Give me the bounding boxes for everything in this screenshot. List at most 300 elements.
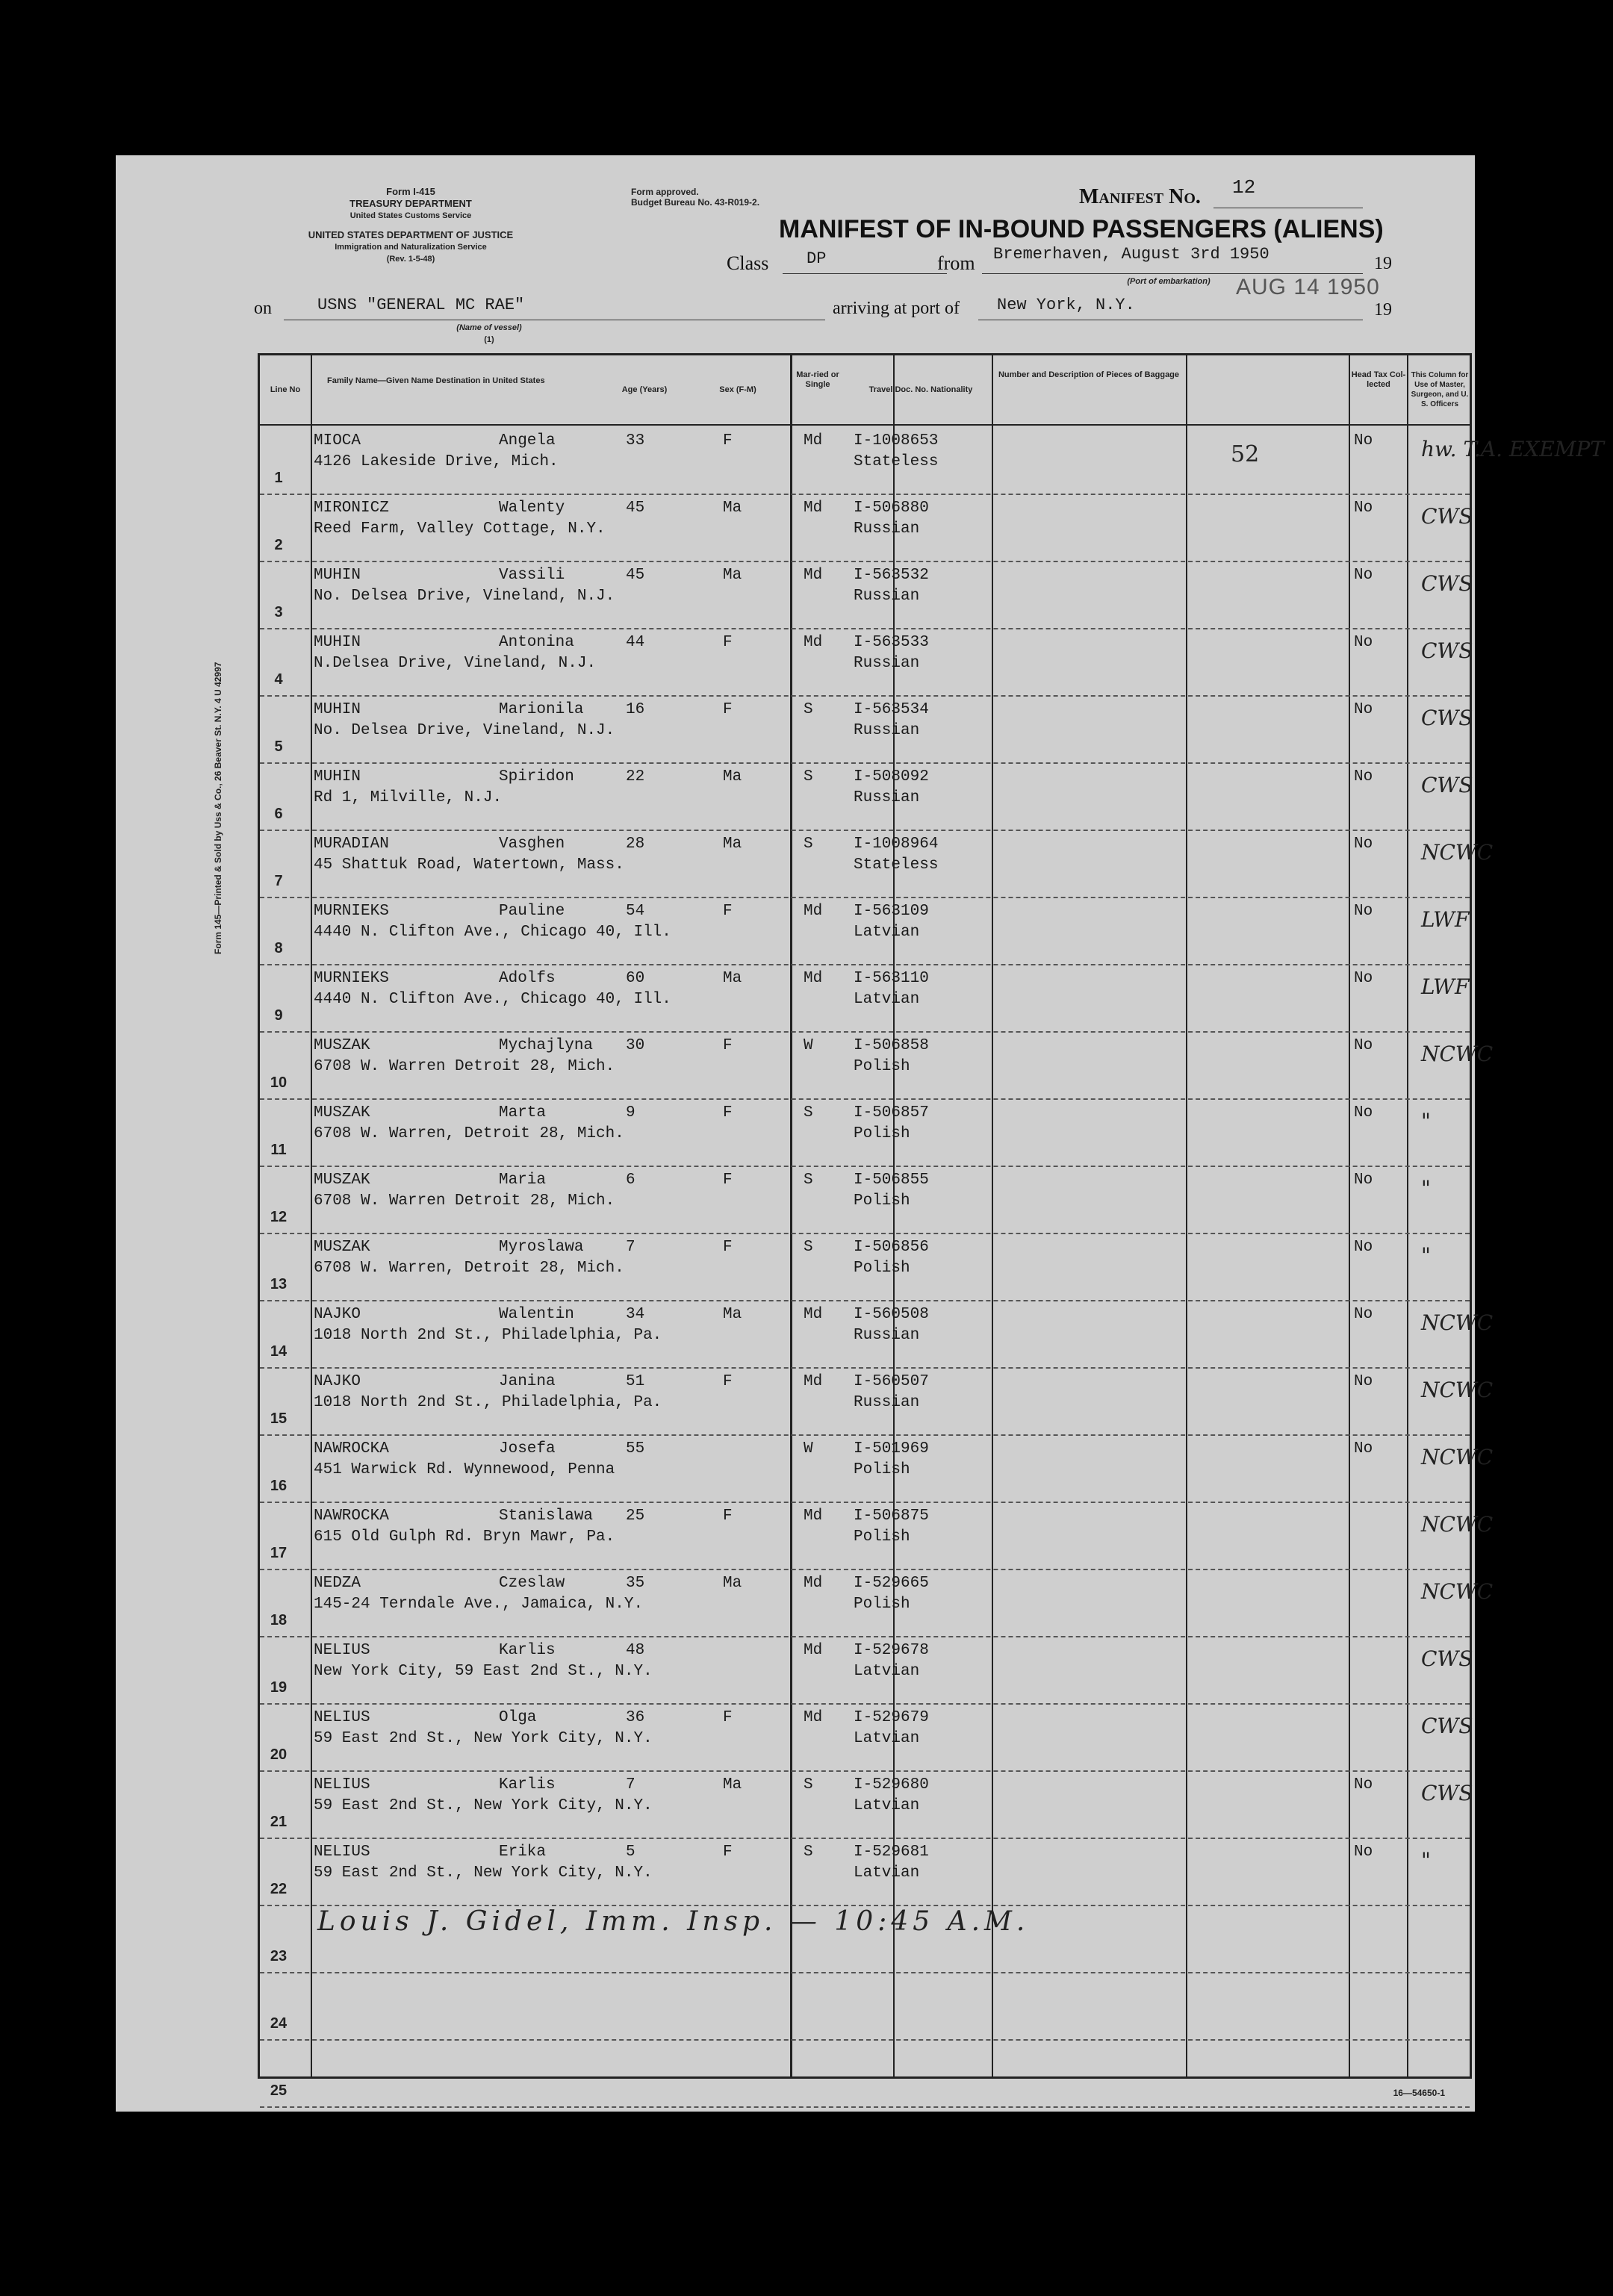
line-number: 2 xyxy=(274,537,283,553)
marital-status: S xyxy=(804,1776,813,1793)
family-name: MUSZAK xyxy=(314,1104,370,1121)
nationality: Polish xyxy=(854,1058,910,1075)
marital-status: S xyxy=(804,1844,813,1861)
destination: 45 Shattuk Road, Watertown, Mass. xyxy=(314,856,624,874)
table-row-empty xyxy=(260,2039,1470,2108)
marital-status: Md xyxy=(804,500,823,517)
col-married: Mar-ried or Single xyxy=(796,370,839,389)
family-name: MUHIN xyxy=(314,768,361,785)
given-name: Walentin xyxy=(499,1306,574,1323)
head-tax: No xyxy=(1354,1104,1373,1121)
officer-note: NCWC xyxy=(1421,1378,1494,1402)
line-number: 1 xyxy=(274,470,283,486)
officer-note: CWS xyxy=(1421,504,1473,529)
table-row xyxy=(260,1636,1473,1705)
officer-note: CWS xyxy=(1421,571,1473,596)
line-number: 16 xyxy=(270,1478,288,1494)
sex: Ma xyxy=(723,768,742,785)
sex: F xyxy=(723,903,733,920)
marital-status: S xyxy=(804,1104,813,1121)
travel-doc-no: I-506858 xyxy=(854,1037,929,1054)
family-name: MIRONICZ xyxy=(314,500,389,517)
travel-doc-no: I-506875 xyxy=(854,1508,929,1525)
year-suffix-2: 19 xyxy=(1374,300,1392,320)
nationality: Polish xyxy=(854,1461,910,1478)
marital-status: S xyxy=(804,1239,813,1256)
line-number: 25 xyxy=(270,2082,288,2099)
line-number: 24 xyxy=(270,2015,288,2032)
line-number: 13 xyxy=(270,1276,288,1292)
travel-doc-no: I-506856 xyxy=(854,1239,929,1256)
justice-dept: UNITED STATES DEPARTMENT OF JUSTICE xyxy=(308,229,514,240)
marital-status: W xyxy=(804,1440,813,1457)
officer-note: CWS xyxy=(1421,1646,1473,1671)
sex: F xyxy=(723,1373,733,1390)
marital-status: S xyxy=(804,836,813,853)
table-row xyxy=(260,1569,1494,1637)
given-name: Czeslaw xyxy=(499,1575,565,1592)
class-value: DP xyxy=(806,249,827,268)
given-name: Karlis xyxy=(499,1642,556,1659)
line-number: 4 xyxy=(274,671,283,688)
col-officers: This Column for Use of Master, Surgeon, and U. S. Officers xyxy=(1411,371,1469,408)
family-name: MUHIN xyxy=(314,567,361,584)
marital-status: Md xyxy=(804,567,823,584)
line-number: 15 xyxy=(270,1410,288,1427)
from-label: from xyxy=(937,252,975,274)
table-row xyxy=(260,1502,1494,1570)
travel-doc-no: I-529679 xyxy=(854,1709,929,1726)
on-label: on xyxy=(254,299,272,318)
table-row xyxy=(260,1166,1470,1234)
family-name: MUHIN xyxy=(314,634,361,651)
head-tax: No xyxy=(1354,634,1373,651)
col-travel-doc: Travel Doc. No. Nationality xyxy=(868,385,973,394)
nationality: Polish xyxy=(854,1125,910,1142)
family-name: MURNIEKS xyxy=(314,970,389,987)
destination: 4126 Lakeside Drive, Mich. xyxy=(314,453,559,470)
nationality: Stateless xyxy=(854,856,939,874)
marital-status: Md xyxy=(804,1642,823,1659)
family-name: MURADIAN xyxy=(314,836,389,853)
age: 5 xyxy=(626,1844,635,1861)
col-line-no: Line No xyxy=(270,385,301,394)
nationality: Latvian xyxy=(854,1663,920,1680)
family-name: NEDZA xyxy=(314,1575,361,1592)
age: 7 xyxy=(626,1776,635,1793)
head-tax: No xyxy=(1354,701,1373,718)
destination: 4440 N. Clifton Ave., Chicago 40, Ill. xyxy=(314,991,671,1008)
budget-bureau: Budget Bureau No. 43-R019-2. xyxy=(631,197,760,208)
head-tax: No xyxy=(1354,432,1373,449)
age: 28 xyxy=(626,836,645,853)
head-tax: No xyxy=(1354,1037,1373,1054)
head-tax: No xyxy=(1354,768,1373,785)
nationality: Russian xyxy=(854,588,920,605)
travel-doc-no: I-506855 xyxy=(854,1172,929,1189)
nationality: Latvian xyxy=(854,1730,920,1747)
line-number: 19 xyxy=(270,1679,288,1696)
officer-note: CWS xyxy=(1421,706,1473,730)
given-name: Vasghen xyxy=(499,836,565,853)
given-name: Olga xyxy=(499,1709,537,1726)
nationality: Russian xyxy=(854,1394,920,1411)
given-name: Josefa xyxy=(499,1440,556,1457)
manifest-sheet xyxy=(116,155,1604,2112)
page-title: MANIFEST OF IN-BOUND PASSENGERS (ALIENS) xyxy=(779,215,1384,243)
nationality: Latvian xyxy=(854,924,920,941)
marital-status: Md xyxy=(804,1709,823,1726)
marital-status: Md xyxy=(804,970,823,987)
travel-doc-no: I-563110 xyxy=(854,970,929,987)
given-name: Vassili xyxy=(499,567,565,584)
customs-service: United States Customs Service xyxy=(349,211,472,220)
sex: Ma xyxy=(723,970,742,987)
sex: F xyxy=(723,1239,733,1256)
family-name: MIOCA xyxy=(314,432,361,449)
marital-status: Md xyxy=(804,1373,823,1390)
destination: 615 Old Gulph Rd. Bryn Mawr, Pa. xyxy=(314,1528,615,1546)
ins-service: Immigration and Naturalization Service xyxy=(335,243,487,252)
col-baggage: Number and Description of Pieces of Baggage xyxy=(998,370,1180,379)
form-approved: Form approved. xyxy=(631,187,699,197)
marital-status: W xyxy=(804,1037,813,1054)
family-name: MURNIEKS xyxy=(314,903,389,920)
nationality: Russian xyxy=(854,520,920,538)
nationality: Polish xyxy=(854,1260,910,1277)
age: 45 xyxy=(626,567,645,584)
destination: 145-24 Terndale Ave., Jamaica, N.Y. xyxy=(314,1596,644,1613)
marital-status: Md xyxy=(804,1508,823,1525)
officer-note: NCWC xyxy=(1421,1579,1494,1604)
sex: Ma xyxy=(723,567,742,584)
travel-doc-no: I-529681 xyxy=(854,1844,929,1861)
table-row xyxy=(260,762,1473,831)
officer-note: " xyxy=(1421,1848,1431,1873)
destination: No. Delsea Drive, Vineland, N.J. xyxy=(314,722,615,739)
age: 55 xyxy=(626,1440,645,1457)
table-row xyxy=(260,494,1473,562)
head-tax: No xyxy=(1354,1239,1373,1256)
sex: Ma xyxy=(723,1306,742,1323)
manifest-no: 12 xyxy=(1232,176,1256,199)
marital-status: Md xyxy=(804,1306,823,1323)
table-row xyxy=(260,1367,1494,1436)
form-footer: 16—54650-1 xyxy=(1393,2088,1445,2098)
sex: F xyxy=(723,1508,733,1525)
col-name: Family Name—Given Name Destination in United States xyxy=(327,376,545,385)
table-row xyxy=(260,1098,1470,1167)
port-emb-caption: (Port of embarkation) xyxy=(1127,277,1210,286)
nationality: Stateless xyxy=(854,453,939,470)
line-number: 11 xyxy=(270,1142,287,1158)
officer-note: CWS xyxy=(1421,1781,1473,1805)
line-number: 8 xyxy=(274,940,283,956)
marital-status: Md xyxy=(804,432,823,449)
travel-doc-no: I-529680 xyxy=(854,1776,929,1793)
head-tax: No xyxy=(1354,903,1373,920)
marital-status: S xyxy=(804,768,813,785)
table-row xyxy=(260,1838,1470,1906)
line-number: 20 xyxy=(270,1746,288,1763)
head-tax: No xyxy=(1354,567,1373,584)
given-name: Marionila xyxy=(499,701,584,718)
officer-note: hw. T.A. EXEMPT xyxy=(1421,437,1604,461)
age: 60 xyxy=(626,970,645,987)
destination: 59 East 2nd St., New York City, N.Y. xyxy=(314,1730,653,1747)
family-name: MUSZAK xyxy=(314,1172,370,1189)
form-number: Form I-415 xyxy=(386,186,435,197)
travel-doc-no: I-1008964 xyxy=(854,836,939,853)
table-row xyxy=(260,426,1604,495)
printer-imprint: Form 145—Printed & Sold by Uss & Co., 26 Beaver St. N.Y. 4 U 42997 xyxy=(213,662,223,954)
officer-note: LWF xyxy=(1421,974,1470,999)
family-name: NAWROCKA xyxy=(314,1440,389,1457)
date-stamp: AUG 14 1950 xyxy=(1236,275,1380,299)
family-name: NELIUS xyxy=(314,1642,370,1659)
age: 51 xyxy=(626,1373,645,1390)
signature-line: Louis J. Gidel, Imm. Insp. — 10:45 A.M. xyxy=(317,1906,1030,1937)
line-number: 23 xyxy=(270,1948,288,1964)
table-row xyxy=(260,830,1494,898)
family-name: MUSZAK xyxy=(314,1239,370,1256)
age: 33 xyxy=(626,432,645,449)
table-row xyxy=(260,1233,1470,1301)
travel-doc-no: I-560508 xyxy=(854,1306,929,1323)
sex: Ma xyxy=(723,836,742,853)
line-number: 21 xyxy=(270,1814,288,1830)
nationality: Latvian xyxy=(854,1864,920,1882)
officer-note: CWS xyxy=(1421,638,1473,663)
nationality: Russian xyxy=(854,789,920,806)
destination: 451 Warwick Rd. Wynnewood, Penna xyxy=(314,1461,615,1478)
head-tax: No xyxy=(1354,1440,1373,1457)
nationality: Russian xyxy=(854,655,920,672)
age: 6 xyxy=(626,1172,635,1189)
vessel-col-no: (1) xyxy=(484,335,494,344)
table-row xyxy=(260,695,1473,764)
age: 30 xyxy=(626,1037,645,1054)
line-number: 9 xyxy=(274,1007,283,1024)
family-name: MUHIN xyxy=(314,701,361,718)
family-name: NAJKO xyxy=(314,1306,361,1323)
line-number: 6 xyxy=(274,806,283,822)
officer-note: NCWC xyxy=(1421,1445,1494,1469)
head-tax: No xyxy=(1354,836,1373,853)
officer-note: NCWC xyxy=(1421,1512,1494,1537)
nationality: Latvian xyxy=(854,1797,920,1814)
age: 48 xyxy=(626,1642,645,1659)
given-name: Janina xyxy=(499,1373,556,1390)
revision: (Rev. 1-5-48) xyxy=(386,255,435,264)
line-number: 14 xyxy=(270,1343,288,1360)
table-row xyxy=(260,1770,1473,1839)
destination: 6708 W. Warren, Detroit 28, Mich. xyxy=(314,1125,624,1142)
line-number: 5 xyxy=(274,738,283,755)
nationality: Russian xyxy=(854,722,920,739)
destination: N.Delsea Drive, Vineland, N.J. xyxy=(314,655,597,672)
sex: F xyxy=(723,634,733,651)
destination: 59 East 2nd St., New York City, N.Y. xyxy=(314,1797,653,1814)
nationality: Polish xyxy=(854,1596,910,1613)
officer-note: CWS xyxy=(1421,1714,1473,1738)
marital-status: Md xyxy=(804,903,823,920)
travel-doc-no: I-506857 xyxy=(854,1104,929,1121)
table-row xyxy=(260,964,1470,1033)
age: 34 xyxy=(626,1306,645,1323)
given-name: Pauline xyxy=(499,903,565,920)
nationality: Latvian xyxy=(854,991,920,1008)
table-row xyxy=(260,897,1470,965)
head-tax: No xyxy=(1354,1306,1373,1323)
given-name: Walenty xyxy=(499,500,565,517)
destination: New York City, 59 East 2nd St., N.Y. xyxy=(314,1663,653,1680)
travel-doc-no: I-560507 xyxy=(854,1373,929,1390)
family-name: MUSZAK xyxy=(314,1037,370,1054)
travel-doc-no: I-563534 xyxy=(854,701,929,718)
given-name: Maria xyxy=(499,1172,547,1189)
head-tax: No xyxy=(1354,500,1373,517)
destination: 1018 North 2nd St., Philadelphia, Pa. xyxy=(314,1327,662,1344)
given-name: Myroslawa xyxy=(499,1239,584,1256)
class-label: Class xyxy=(727,252,769,274)
table-row-empty xyxy=(260,1972,1470,2041)
port-of-embarkation: Bremerhaven, August 3rd 1950 xyxy=(993,245,1269,264)
given-name: Spiridon xyxy=(499,768,574,785)
age: 36 xyxy=(626,1709,645,1726)
given-name: Antonina xyxy=(499,634,574,651)
destination: 59 East 2nd St., New York City, N.Y. xyxy=(314,1864,653,1882)
marital-status: Md xyxy=(804,1575,823,1592)
nationality: Polish xyxy=(854,1192,910,1210)
destination: 6708 W. Warren, Detroit 28, Mich. xyxy=(314,1260,624,1277)
family-name: NELIUS xyxy=(314,1844,370,1861)
destination: Reed Farm, Valley Cottage, N.Y. xyxy=(314,520,606,538)
col-age: Age (Years) xyxy=(621,385,668,394)
officer-note: NCWC xyxy=(1421,840,1494,865)
given-name: Mychajlyna xyxy=(499,1037,594,1054)
col-head-tax: Head Tax Col-lected xyxy=(1351,370,1406,389)
destination: 1018 North 2nd St., Philadelphia, Pa. xyxy=(314,1394,662,1411)
line-number: 3 xyxy=(274,604,283,620)
head-tax: No xyxy=(1354,970,1373,987)
officer-note: NCWC xyxy=(1421,1310,1494,1335)
age: 44 xyxy=(626,634,645,651)
sex: F xyxy=(723,1104,733,1121)
age: 25 xyxy=(626,1508,645,1525)
given-name: Erika xyxy=(499,1844,547,1861)
travel-doc-no: I-563533 xyxy=(854,634,929,651)
marital-status: S xyxy=(804,1172,813,1189)
travel-doc-no: I-506880 xyxy=(854,500,929,517)
head-tax: No xyxy=(1354,1844,1373,1861)
family-name: NELIUS xyxy=(314,1709,370,1726)
head-tax: No xyxy=(1354,1172,1373,1189)
destination: 6708 W. Warren Detroit 28, Mich. xyxy=(314,1192,615,1210)
destination: Rd 1, Milville, N.J. xyxy=(314,789,503,806)
family-name: NELIUS xyxy=(314,1776,370,1793)
vessel-name: USNS "GENERAL MC RAE" xyxy=(317,296,525,314)
officer-note: " xyxy=(1421,1243,1431,1268)
destination: No. Delsea Drive, Vineland, N.J. xyxy=(314,588,615,605)
head-tax: No xyxy=(1354,1373,1373,1390)
given-name: Angela xyxy=(499,432,556,449)
treasury-dept: TREASURY DEPARTMENT xyxy=(349,198,472,209)
line-number: 18 xyxy=(270,1612,288,1628)
nationality: Polish xyxy=(854,1528,910,1546)
head-tax: No xyxy=(1354,1776,1373,1793)
baggage: 52 xyxy=(1231,441,1260,467)
manifest-no-label: Manifest No. xyxy=(1079,185,1201,208)
sex: F xyxy=(723,1037,733,1054)
marital-status: Md xyxy=(804,634,823,651)
nationality: Russian xyxy=(854,1327,920,1344)
travel-doc-no: I-501969 xyxy=(854,1440,929,1457)
line-number: 7 xyxy=(274,873,283,889)
age: 54 xyxy=(626,903,645,920)
age: 7 xyxy=(626,1239,635,1256)
arriving-label: arriving at port of xyxy=(833,299,960,318)
sex: F xyxy=(723,432,733,449)
sex: Ma xyxy=(723,500,742,517)
table-row xyxy=(260,561,1473,629)
age: 35 xyxy=(626,1575,645,1592)
destination: 6708 W. Warren Detroit 28, Mich. xyxy=(314,1058,615,1075)
sex: F xyxy=(723,701,733,718)
age: 9 xyxy=(626,1104,635,1121)
travel-doc-no: I-508092 xyxy=(854,768,929,785)
family-name: NAJKO xyxy=(314,1373,361,1390)
table-row xyxy=(260,1300,1494,1369)
family-name: NAWROCKA xyxy=(314,1508,389,1525)
officer-note: " xyxy=(1421,1176,1431,1201)
destination: 4440 N. Clifton Ave., Chicago 40, Ill. xyxy=(314,924,671,941)
age: 16 xyxy=(626,701,645,718)
travel-doc-no: I-529678 xyxy=(854,1642,929,1659)
given-name: Adolfs xyxy=(499,970,556,987)
year-suffix-1: 19 xyxy=(1374,254,1392,273)
sex: Ma xyxy=(723,1776,742,1793)
vessel-caption: (Name of vessel) xyxy=(456,323,522,332)
table-row xyxy=(260,1031,1494,1100)
officer-note: " xyxy=(1421,1109,1431,1133)
given-name: Marta xyxy=(499,1104,547,1121)
officer-note: CWS xyxy=(1421,773,1473,797)
given-name: Stanislawa xyxy=(499,1508,594,1525)
col-sex: Sex (F-M) xyxy=(719,385,756,394)
age: 45 xyxy=(626,500,645,517)
sex: F xyxy=(723,1844,733,1861)
travel-doc-no: I-529665 xyxy=(854,1575,929,1592)
sex: F xyxy=(723,1172,733,1189)
travel-doc-no: I-563532 xyxy=(854,567,929,584)
line-number: 22 xyxy=(270,1881,288,1897)
marital-status: S xyxy=(804,701,813,718)
table-row xyxy=(260,1703,1473,1772)
sex: F xyxy=(723,1709,733,1726)
travel-doc-no: I-1008653 xyxy=(854,432,939,449)
line-number: 17 xyxy=(270,1545,288,1561)
table-row xyxy=(260,628,1473,697)
officer-note: LWF xyxy=(1421,907,1470,932)
officer-note: NCWC xyxy=(1421,1042,1494,1066)
given-name: Karlis xyxy=(499,1776,556,1793)
sex: Ma xyxy=(723,1575,742,1592)
age: 22 xyxy=(626,768,645,785)
travel-doc-no: I-563109 xyxy=(854,903,929,920)
line-number: 12 xyxy=(270,1209,288,1225)
line-number: 10 xyxy=(270,1074,288,1091)
